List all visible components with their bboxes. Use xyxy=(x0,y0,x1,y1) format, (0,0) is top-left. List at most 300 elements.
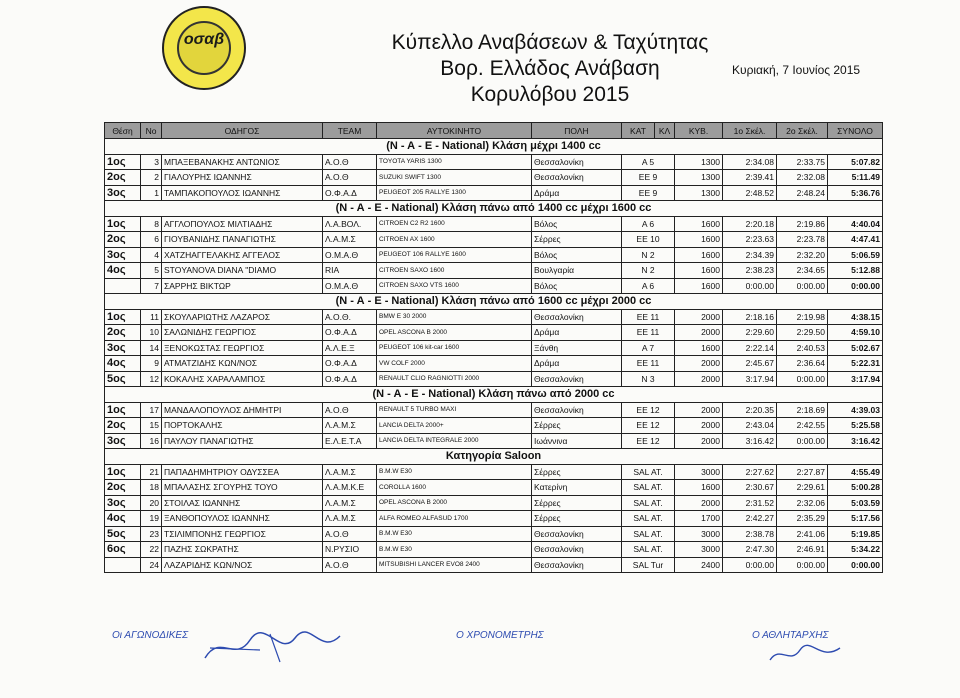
table-cell: SAL AT. xyxy=(622,542,675,558)
table-cell: 2:29.61 xyxy=(777,480,828,496)
table-cell: 2:18.69 xyxy=(777,402,828,418)
table-cell: ALFA ROMEO ALFASUD 1700 xyxy=(377,511,532,527)
table-cell: 2400 xyxy=(675,557,723,573)
table-cell: ΛΑΖΑΡΙΔΗΣ ΚΩΝ/ΝΟΣ xyxy=(162,557,323,573)
table-cell: Α.Ο.Θ xyxy=(323,402,377,418)
table-cell: 0:00.00 xyxy=(777,278,828,294)
table-cell: Α 5 xyxy=(622,154,675,170)
table-cell: 5:00.28 xyxy=(828,480,883,496)
table-cell: ΓΙΑΛΟΥΡΗΣ ΙΩΑΝΝΗΣ xyxy=(162,170,323,186)
table-cell xyxy=(105,278,141,294)
class-heading-row xyxy=(105,139,883,155)
table-cell: ΤΣΙΛΙΜΠΟΝΗΣ ΓΕΩΡΓΙΟΣ xyxy=(162,526,323,542)
stewards-signature: Οι ΑΓΩΝΟΔΙΚΕΣ xyxy=(112,630,189,641)
table-cell: 11 xyxy=(141,309,162,325)
table-cell: ΕΕ 10 xyxy=(622,232,675,248)
table-cell: ΣΑΡΡΗΣ ΒΙΚΤΩΡ xyxy=(162,278,323,294)
table-row xyxy=(105,542,883,558)
table-cell: Α 6 xyxy=(622,278,675,294)
table-cell: 2:42.27 xyxy=(723,511,777,527)
table-cell: 2:32.20 xyxy=(777,247,828,263)
table-cell: 1ος xyxy=(105,216,141,232)
table-cell: SAL AT. xyxy=(622,511,675,527)
table-cell: ΠΑΖΗΣ ΣΩΚΡΑΤΗΣ xyxy=(162,542,323,558)
table-cell: 1ος xyxy=(105,154,141,170)
table-cell: Θεσσαλονίκη xyxy=(532,402,622,418)
table-cell: 2:34.65 xyxy=(777,263,828,279)
table-cell: Βόλος xyxy=(532,216,622,232)
table-cell xyxy=(105,557,141,573)
table-cell: Σέρρες xyxy=(532,464,622,480)
table-cell: ΕΕ 11 xyxy=(622,356,675,372)
table-cell: 5:02.67 xyxy=(828,340,883,356)
table-cell: Ν 2 xyxy=(622,247,675,263)
table-cell: B.M.W E30 xyxy=(377,542,532,558)
table-cell: Σέρρες xyxy=(532,232,622,248)
class-heading-row xyxy=(105,449,883,465)
table-cell: PEUGEOT 106 RALLYE 1600 xyxy=(377,247,532,263)
table-cell: Ο.Μ.Α.Θ xyxy=(323,247,377,263)
col-header: ΚΑΤ xyxy=(622,123,655,139)
table-cell: SAL AT. xyxy=(622,495,675,511)
table-cell: Βόλος xyxy=(532,278,622,294)
table-cell: ΣΑΛΩΝΙΔΗΣ ΓΕΩΡΓΙΟΣ xyxy=(162,325,323,341)
table-cell: 18 xyxy=(141,480,162,496)
table-cell: 1600 xyxy=(675,263,723,279)
table-cell: 3 xyxy=(141,154,162,170)
table-cell: 2:19.86 xyxy=(777,216,828,232)
table-cell: 2:36.64 xyxy=(777,356,828,372)
table-cell: CITROEN SAXO VTS 1600 xyxy=(377,278,532,294)
table-cell: ΤΑΜΠΑΚΟΠΟΥΛΟΣ ΙΩΑΝΝΗΣ xyxy=(162,185,323,201)
table-cell: Α.Ο.Θ xyxy=(323,557,377,573)
table-cell: 5:34.22 xyxy=(828,542,883,558)
table-cell: 14 xyxy=(141,340,162,356)
table-cell: 1ος xyxy=(105,464,141,480)
table-cell: 1300 xyxy=(675,154,723,170)
table-cell: 17 xyxy=(141,402,162,418)
sports-director-signature: Ο ΑΘΛΗΤΑΡΧΗΣ xyxy=(752,630,829,641)
table-cell: Σέρρες xyxy=(532,511,622,527)
table-cell: 5:06.59 xyxy=(828,247,883,263)
table-cell: ΕΕ 12 xyxy=(622,402,675,418)
table-cell: PEUGEOT 205 RALLYE 1300 xyxy=(377,185,532,201)
table-cell: Λ.Α.Μ.Σ xyxy=(323,511,377,527)
table-row xyxy=(105,247,883,263)
table-cell: Ο.Φ.Α.Δ xyxy=(323,185,377,201)
table-cell: 23 xyxy=(141,526,162,542)
table-cell: 2:27.62 xyxy=(723,464,777,480)
club-logo xyxy=(162,6,246,90)
table-cell: 5:25.58 xyxy=(828,418,883,434)
table-cell: 4:39.03 xyxy=(828,402,883,418)
table-cell: 2:23.63 xyxy=(723,232,777,248)
table-cell: 2:34.39 xyxy=(723,247,777,263)
table-cell: ΣΚΟΥΛΑΡΙΩΤΗΣ ΛΑΖΑΡΟΣ xyxy=(162,309,323,325)
table-cell: 2:43.04 xyxy=(723,418,777,434)
table-cell: Α.Λ.Ε.Ξ xyxy=(323,340,377,356)
table-cell: 2ος xyxy=(105,418,141,434)
table-cell: 2:29.60 xyxy=(723,325,777,341)
table-cell: ΓΙΟΥΒΑΝΙΔΗΣ ΠΑΝΑΓΙΩΤΗΣ xyxy=(162,232,323,248)
table-row xyxy=(105,371,883,387)
table-cell: 2:32.06 xyxy=(777,495,828,511)
table-cell: CITROEN SAXO 1600 xyxy=(377,263,532,279)
table-cell: 1600 xyxy=(675,340,723,356)
table-cell: SAL Tur xyxy=(622,557,675,573)
title-line-3: Κορυλόβου 2015 xyxy=(470,83,630,106)
table-cell: ΣΤΟΙΛΑΣ ΙΩΑΝΝΗΣ xyxy=(162,495,323,511)
table-cell: 4ος xyxy=(105,263,141,279)
table-cell: Ο.Φ.Α.Δ xyxy=(323,356,377,372)
table-cell: Σέρρες xyxy=(532,418,622,434)
table-cell: 4:40.04 xyxy=(828,216,883,232)
table-cell: ΕΕ 9 xyxy=(622,185,675,201)
table-cell: ΜΠΑΞΕΒΑΝΑΚΗΣ ΑΝΤΩΝΙΟΣ xyxy=(162,154,323,170)
table-row xyxy=(105,433,883,449)
table-cell: RENAULT 5 TURBO MAXI xyxy=(377,402,532,418)
table-cell: 1600 xyxy=(675,247,723,263)
table-cell: Α.Ο.Θ xyxy=(323,170,377,186)
table-cell: 2ος xyxy=(105,232,141,248)
table-row xyxy=(105,232,883,248)
table-cell: Α.Ο.Θ. xyxy=(323,309,377,325)
table-row xyxy=(105,278,883,294)
table-cell: 2:27.87 xyxy=(777,464,828,480)
table-cell: 3ος xyxy=(105,185,141,201)
table-cell: 2:32.08 xyxy=(777,170,828,186)
table-cell: VW COLF 2000 xyxy=(377,356,532,372)
table-cell: 1 xyxy=(141,185,162,201)
table-cell: 2:31.52 xyxy=(723,495,777,511)
table-cell: 2:40.53 xyxy=(777,340,828,356)
col-header: TEAM xyxy=(323,123,377,139)
table-cell: 2:38.23 xyxy=(723,263,777,279)
table-cell: 2:45.67 xyxy=(723,356,777,372)
col-header: 2ο Σκέλ. xyxy=(777,123,828,139)
table-cell: 0:00.00 xyxy=(777,557,828,573)
col-header: Νο xyxy=(141,123,162,139)
class-heading-row xyxy=(105,387,883,403)
col-header: ΚΥΒ. xyxy=(675,123,723,139)
table-cell: 2ος xyxy=(105,480,141,496)
table-cell: 9 xyxy=(141,356,162,372)
table-row xyxy=(105,464,883,480)
table-cell: Σέρρες xyxy=(532,495,622,511)
table-cell: 2000 xyxy=(675,433,723,449)
table-cell: 2000 xyxy=(675,371,723,387)
table-cell: Δράμα xyxy=(532,325,622,341)
table-cell: 2:30.67 xyxy=(723,480,777,496)
table-cell: Ιωάννινα xyxy=(532,433,622,449)
table-cell: Ν 3 xyxy=(622,371,675,387)
table-row xyxy=(105,557,883,573)
table-cell: 2:38.78 xyxy=(723,526,777,542)
class-heading-row xyxy=(105,294,883,310)
table-cell: 2:47.30 xyxy=(723,542,777,558)
table-cell: SAL AT. xyxy=(622,480,675,496)
table-row xyxy=(105,402,883,418)
table-cell: Ε.Λ.Ε.Τ.Α xyxy=(323,433,377,449)
col-header: ΠΟΛΗ xyxy=(532,123,622,139)
table-cell: Βουλγαρία xyxy=(532,263,622,279)
table-cell: LANCIA DELTA 2000+ xyxy=(377,418,532,434)
table-row xyxy=(105,325,883,341)
table-cell: Α.Ο.Θ xyxy=(323,154,377,170)
table-cell: Βόλος xyxy=(532,247,622,263)
table-cell: 2:34.08 xyxy=(723,154,777,170)
table-cell: Λ.Α.Μ.Κ.Ε xyxy=(323,480,377,496)
table-cell: 5:19.85 xyxy=(828,526,883,542)
table-cell: 0:00.00 xyxy=(723,278,777,294)
table-cell: ΑΤΜΑΤΖΙΔΗΣ ΚΩΝ/ΝΟΣ xyxy=(162,356,323,372)
table-cell: PEUGEOT 106 kit-car 1600 xyxy=(377,340,532,356)
table-cell: 0:00.00 xyxy=(723,557,777,573)
table-cell: Α 6 xyxy=(622,216,675,232)
table-cell: ΞΑΝΘΟΠΟΥΛΟΣ ΙΩΑΝΝΗΣ xyxy=(162,511,323,527)
table-cell: ΠΑΠΑΔΗΜΗΤΡΙΟΥ ΟΔΥΣΣΕΑ xyxy=(162,464,323,480)
table-cell: 4:59.10 xyxy=(828,325,883,341)
table-cell: Λ.Α.Μ.Σ xyxy=(323,418,377,434)
table-cell: Θεσσαλονίκη xyxy=(532,542,622,558)
table-cell: Α.Ο.Θ xyxy=(323,526,377,542)
table-row xyxy=(105,418,883,434)
table-cell: Ν 2 xyxy=(622,263,675,279)
title-line-1: Κύπελλο Αναβάσεων & Ταχύτητας xyxy=(391,31,709,54)
table-row xyxy=(105,511,883,527)
table-cell: Α 7 xyxy=(622,340,675,356)
table-cell: B.M.W E30 xyxy=(377,464,532,480)
table-cell: Κατερίνη xyxy=(532,480,622,496)
table-cell: Θεσσαλονίκη xyxy=(532,526,622,542)
table-cell: 20 xyxy=(141,495,162,511)
table-cell: 1600 xyxy=(675,232,723,248)
table-cell: 3ος xyxy=(105,495,141,511)
table-cell: Λ.Α.ΒΟΛ. xyxy=(323,216,377,232)
table-row xyxy=(105,216,883,232)
table-cell: 2000 xyxy=(675,325,723,341)
table-cell: 1300 xyxy=(675,185,723,201)
table-cell: 12 xyxy=(141,371,162,387)
table-cell: ΜΠΑΛΑΣΗΣ ΣΓΟΥΡΗΣ ΤΟΥΟ xyxy=(162,480,323,496)
table-cell: 2ος xyxy=(105,170,141,186)
table-cell: ΕΕ 11 xyxy=(622,325,675,341)
table-cell: 5:07.82 xyxy=(828,154,883,170)
table-cell: 4:55.49 xyxy=(828,464,883,480)
table-cell: 4:38.15 xyxy=(828,309,883,325)
table-cell: Λ.Α.Μ.Σ xyxy=(323,232,377,248)
table-cell: 3:17.94 xyxy=(723,371,777,387)
table-cell: RENAULT CLIO RAGNIOTTI 2000 xyxy=(377,371,532,387)
event-date: Κυριακή, 7 Ιουνίος 2015 xyxy=(732,63,861,77)
table-cell: 2ος xyxy=(105,325,141,341)
table-cell: 1ος xyxy=(105,309,141,325)
table-cell: 2:19.98 xyxy=(777,309,828,325)
table-cell: 2:33.75 xyxy=(777,154,828,170)
table-row xyxy=(105,526,883,542)
table-cell: 2:22.14 xyxy=(723,340,777,356)
table-cell: 3ος xyxy=(105,247,141,263)
table-cell: 1ος xyxy=(105,402,141,418)
director-scribble-icon xyxy=(765,640,845,670)
table-cell: 3ος xyxy=(105,340,141,356)
results-body xyxy=(105,139,883,573)
table-cell: Ο.Μ.Α.Θ xyxy=(323,278,377,294)
table-cell: Θεσσαλονίκη xyxy=(532,371,622,387)
table-cell: 5ος xyxy=(105,526,141,542)
table-cell: 5:17.56 xyxy=(828,511,883,527)
table-cell: Θεσσαλονίκη xyxy=(532,154,622,170)
table-cell: 6 xyxy=(141,232,162,248)
header-row xyxy=(105,123,883,139)
table-cell: 5:22.31 xyxy=(828,356,883,372)
table-cell: 4ος xyxy=(105,511,141,527)
class-heading: (Ν - Α - Ε - National) Κλάση πάνω από 2000 cc xyxy=(105,387,883,403)
table-cell: ΕΕ 11 xyxy=(622,309,675,325)
table-cell: 16 xyxy=(141,433,162,449)
table-row xyxy=(105,480,883,496)
table-cell: Λ.Α.Μ.Σ xyxy=(323,495,377,511)
table-cell: 2000 xyxy=(675,309,723,325)
table-cell: 2 xyxy=(141,170,162,186)
table-cell: 2:48.52 xyxy=(723,185,777,201)
table-cell: ΕΕ 12 xyxy=(622,433,675,449)
table-cell: LANCIA DELTA INTEGRALE 2000 xyxy=(377,433,532,449)
table-cell: ΑΓΓΛΟΠΟΥΛΟΣ ΜΙΛΤΙΑΔΗΣ xyxy=(162,216,323,232)
table-cell: Θεσσαλονίκη xyxy=(532,309,622,325)
table-cell: 2:20.35 xyxy=(723,402,777,418)
table-cell: 3000 xyxy=(675,464,723,480)
table-cell: 2000 xyxy=(675,418,723,434)
table-row xyxy=(105,263,883,279)
table-cell: ΕΕ 9 xyxy=(622,170,675,186)
table-cell: 1300 xyxy=(675,170,723,186)
table-cell: Ν.ΡΥΣΙΟ xyxy=(323,542,377,558)
table-row xyxy=(105,309,883,325)
class-heading: Κατηγορία Saloon xyxy=(105,449,883,465)
table-cell: 2:23.78 xyxy=(777,232,828,248)
timekeeper-signature: Ο ΧΡΟΝΟΜΕΤΡΗΣ xyxy=(456,630,544,641)
table-cell: 0:00.00 xyxy=(828,278,883,294)
table-cell: 1700 xyxy=(675,511,723,527)
title-line-2: Βορ. Ελλάδος Ανάβαση xyxy=(440,57,660,80)
table-cell: 2:20.18 xyxy=(723,216,777,232)
table-cell: 6ος xyxy=(105,542,141,558)
table-cell: STOYANOVA DIANA "DIAMO xyxy=(162,263,323,279)
table-cell: 24 xyxy=(141,557,162,573)
table-cell: SAL AT. xyxy=(622,526,675,542)
table-cell: Θεσσαλονίκη xyxy=(532,170,622,186)
table-cell: 1600 xyxy=(675,480,723,496)
table-cell: B.M.W E30 xyxy=(377,526,532,542)
table-cell: 1600 xyxy=(675,278,723,294)
table-cell: 3:17.94 xyxy=(828,371,883,387)
table-cell: ΠΑΥΛΟΥ ΠΑΝΑΓΙΩΤΗΣ xyxy=(162,433,323,449)
class-heading: (Ν - Α - Ε - National) Κλάση πάνω από 1400 cc μέχρι 1600 cc xyxy=(105,201,883,217)
table-cell: BMW E 30 2000 xyxy=(377,309,532,325)
table-cell: 2:29.50 xyxy=(777,325,828,341)
table-cell: 3000 xyxy=(675,542,723,558)
col-header: ΟΔΗΓΟΣ xyxy=(162,123,323,139)
table-cell: 21 xyxy=(141,464,162,480)
table-cell: ΧΑΤΖΗΑΓΓΕΛΑΚΗΣ ΑΓΓΕΛΟΣ xyxy=(162,247,323,263)
table-cell: 4ος xyxy=(105,356,141,372)
table-cell: Ο.Φ.Α.Δ xyxy=(323,325,377,341)
table-cell: 7 xyxy=(141,278,162,294)
table-cell: ΕΕ 12 xyxy=(622,418,675,434)
table-row xyxy=(105,495,883,511)
table-cell: 19 xyxy=(141,511,162,527)
table-cell: 2:41.06 xyxy=(777,526,828,542)
table-cell: 1600 xyxy=(675,216,723,232)
table-cell: 3:16.42 xyxy=(723,433,777,449)
table-cell: 2:48.24 xyxy=(777,185,828,201)
table-cell: OPEL ASCONA B 2000 xyxy=(377,495,532,511)
signatures xyxy=(0,626,960,698)
table-row xyxy=(105,170,883,186)
table-row xyxy=(105,185,883,201)
table-cell: Δράμα xyxy=(532,185,622,201)
table-cell: 0:00.00 xyxy=(777,371,828,387)
table-cell: 5:12.88 xyxy=(828,263,883,279)
table-cell: 2:39.41 xyxy=(723,170,777,186)
table-cell: 3ος xyxy=(105,433,141,449)
table-row xyxy=(105,356,883,372)
table-cell: 0:00.00 xyxy=(828,557,883,573)
col-header: ΚΛ xyxy=(655,123,675,139)
col-header: 1ο Σκέλ. xyxy=(723,123,777,139)
table-cell: 2000 xyxy=(675,356,723,372)
table-cell: 5:03.59 xyxy=(828,495,883,511)
col-header: Θέση xyxy=(105,123,141,139)
table-cell: CITROEN AX 1600 xyxy=(377,232,532,248)
class-heading: (Ν - Α - Ε - National) Κλάση πάνω από 1600 cc μέχρι 2000 cc xyxy=(105,294,883,310)
table-cell: Ο.Φ.Α.Δ xyxy=(323,371,377,387)
table-cell: OPEL ASCONA B 2000 xyxy=(377,325,532,341)
table-cell: 2:35.29 xyxy=(777,511,828,527)
table-cell: RIA xyxy=(323,263,377,279)
table-cell: 10 xyxy=(141,325,162,341)
table-cell: 2000 xyxy=(675,495,723,511)
table-cell: 5:36.76 xyxy=(828,185,883,201)
table-cell: 8 xyxy=(141,216,162,232)
table-cell: CITROEN C2 R2 1600 xyxy=(377,216,532,232)
table-cell: 2:46.91 xyxy=(777,542,828,558)
logo-text: οσαβ xyxy=(183,31,225,48)
document-header xyxy=(340,30,760,108)
table-cell: SAL AT. xyxy=(622,464,675,480)
table-cell: 22 xyxy=(141,542,162,558)
table-cell: ΜΑΝΔΑΛΟΠΟΥΛΟΣ ΔΗΜΗΤΡΙ xyxy=(162,402,323,418)
table-cell: 3:16.42 xyxy=(828,433,883,449)
table-cell: 2:42.55 xyxy=(777,418,828,434)
table-cell: MITSUBISHI LANCER EVO8 2400 xyxy=(377,557,532,573)
table-cell: 15 xyxy=(141,418,162,434)
col-header: ΑΥΤΟΚΙΝΗΤΟ xyxy=(377,123,532,139)
table-cell: ΞΕΝΟΚΩΣΤΑΣ ΓΕΩΡΓΙΟΣ xyxy=(162,340,323,356)
table-row xyxy=(105,340,883,356)
table-cell: 5ος xyxy=(105,371,141,387)
table-cell: TOYOTA YARIS 1300 xyxy=(377,154,532,170)
class-heading-row xyxy=(105,201,883,217)
table-cell: 4 xyxy=(141,247,162,263)
table-cell: Ξάνθη xyxy=(532,340,622,356)
table-cell: Θεσσαλονίκη xyxy=(532,557,622,573)
table-cell: 0:00.00 xyxy=(777,433,828,449)
table-row xyxy=(105,154,883,170)
table-cell: ΚΟΚΑΛΗΣ ΧΑΡΑΛΑΜΠΟΣ xyxy=(162,371,323,387)
table-cell: COROLLA 1600 xyxy=(377,480,532,496)
